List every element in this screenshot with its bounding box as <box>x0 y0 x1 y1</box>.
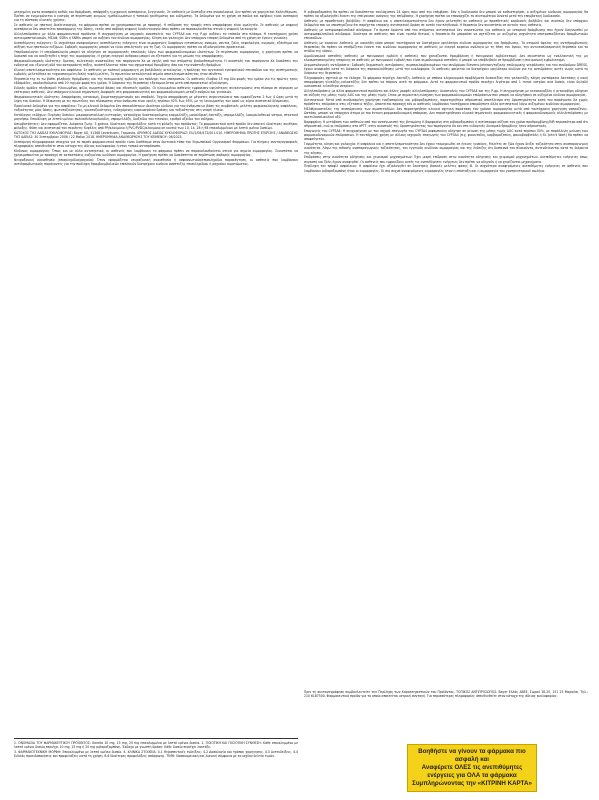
left-column-paragraph: Θεραπεία της εν τω βάθει φλεβικής θρόμβωσης και της πνευμονικής εμβολής και πρόληψη των υποτροπών. Οι ασθενείς έλαβαν 15 mg δύο φορές την ημέρα για τις πρώτες τρεις εβδομάδες, ακολουθούμενο από 20 mg μία φορά την ημέρα. Η διάρκεια της θεραπείας εξατομικεύεται μετά από προσεκτική αξιολόγηση. <box>14 76 298 86</box>
right-column-paragraph: Επαγωγείς του CYP3A4: Η συγχορήγηση με τον ισχυρό επαγωγέα του CYP3A4 ριφαμπικίνη οδήγησε σε μείωση της μέσης τιμής AUC κατά περίπου 50%, με παράλληλη μείωση των φαρμακοδυναμικών επιδράσεων. Η ταυτόχρονη χρήση με άλλους ισχυρούς επαγωγείς του CYP3A4 (π.χ. φαινυτοΐνη, καρβαμαζεπίνη, φαινοβαρβιτάλη ή St. John's Wort) θα πρέπει να αποφεύγεται. <box>304 129 588 142</box>
footer-paragraph: 1. ΟΝΟΜΑΣΙΑ ΤΟΥ ΦΑΡΜΑΚΕΥΤΙΚΟΥ ΠΡΟΪΟΝΤΟΣ: Xarelto 10 mg, 15 mg, 20 mg επικαλυμμένα με λεπτό υμένιο δισκία. 2. ΠΟΙΟΤΙΚΗ ΚΑΙ ΠΟΣΟΤΙΚΗ ΣΥΝΘΕΣΗ: Κάθε επικαλυμμένο με λεπτό υμένιο δισκίο περιέχει 10 mg, 15 mg ή 20 mg ριβαροξαμπάνη. Έκδοχο με γνωστή δράση: Κάθε δισκίο περιέχει λακτόζη. <box>14 741 298 750</box>
right-column-paragraph: Ασθενείς με αντιφωσφολιπιδικό σύνδρομο: Τα άμεσα δρώντα από του στόματος αντιπηκτικά δεν συνιστώνται για ασθενείς με ιστορικό θρόμβωσης που έχουν διαγνωσθεί με αντιφωσφολιπιδικό σύνδρομο. Ιδιαίτερα σε ασθενείς που είναι τριπλά θετικοί, η θεραπεία θα μπορούσε να σχετίζεται με αυξημένη συχνότητα υποτροπιαζόντων θρομβωτικών επεισοδίων. <box>304 27 588 41</box>
right-column-paragraph: Ασθενείς με καρκίνο: Ασθενείς με κακοήθη νόσο μπορεί ταυτόχρονα να διατρέχουν υψηλότερο κίνδυνο αιμορραγίας και θρόμβωσης. Το ατομικό όφελος της αντιθρομβωτικής θεραπείας θα πρέπει να σταθμίζεται έναντι του κινδύνου αιμορραγίας σε ασθενείς με ενεργό καρκίνο ανάλογα με τη θέση του όγκου, την αντινεοπλασματική θεραπεία και το στάδιο της νόσου. <box>304 41 588 54</box>
left-column-paragraph: Φαρμακοκινητικές ιδιότητες: Απορρόφηση, κατανομή, βιομετασχηματισμός και αποβολή. Ταχεία απορρόφηση με μέγιστες συγκεντρώσεις που εμφανίζονται 2 έως 4 ώρες μετά τη λήψη του δισκίου. Η δέσμευση με τις πρωτεΐνες του πλάσματος στον άνθρωπο είναι υψηλή, περίπου 92% έως 95%, με τη λευκωματίνη του ορού ως κύριο συστατικό δέσμευσης. <box>14 94 298 104</box>
left-column-paragraph: Φαρμακοδυναμικές ιδιότητες: Άμεσος, εκλεκτικός αναστολέας του παράγοντα Xa με υψηλή από του στόματος βιοδιαθεσιμότητα. Η αναστολή του παράγοντα Xa διακόπτει την ενδογενή και εξωγενή οδό του καταρράκτη πήξης, αναστέλλοντας τόσο τον σχηματισμό θρομβίνης όσο και την ανάπτυξη θρόμβων. <box>14 59 298 68</box>
right-column-paragraph: Δερματολογικές αντιδράσεις: Σοβαρές δερματικές αντιδράσεις, συμπεριλαμβανομένου του συνδρόμου Stevens-Johnson/τοξικής επιδερμικής νεκρόλυσης και του συνδρόμου DRESS, έχουν αναφερθεί κατά τη διάρκεια της παρακολούθησης μετά την κυκλοφορία. Οι ασθενείς φαίνεται να διατρέχουν υψηλότερο κίνδυνο για τις αντιδράσεις αυτές νωρίς κατά τη διάρκεια της θεραπείας. <box>304 63 588 76</box>
right-column-paragraph: Πληροφορίες σχετικά με τα έκδοχα: Το φάρμακο περιέχει λακτόζη. Ασθενείς με σπάνια κληρονομικά προβλήματα δυσανεξίας στη γαλακτόζη, πλήρη ανεπάρκεια λακτάσης ή κακή απορρόφηση γλυκόζης-γαλακτόζης δεν πρέπει να πάρουν αυτό το φάρμακο. Αυτό το φαρμακευτικό προϊόν περιέχει λιγότερο από 1 mmol νατρίου ανά δισκίο, είναι δηλαδή ουσιαστικά «ελεύθερο νατρίου». <box>304 76 588 89</box>
left-column-paragraph: Ασυμβατότητες: Δεν εφαρμόζεται. Διάρκεια ζωής: 3 χρόνια. Ιδιαίτερες προφυλάξεις κατά τη φύλαξη του προϊόντος: Το φαρμακευτικό αυτό προϊόν δεν απαιτεί ιδιαίτερες συνθήκες φύλαξης. Φύση και συστατικά του περιέκτη: Κυψέλες από PP/αλουμίνιο ή PVC/PVDC/αλουμίνιο σε κουτιά των 10, 14, 28 ή 98 επικαλυμμένων με λεπτό υμένιο δισκίων. <box>14 121 298 130</box>
right-column-paragraph: Αιμοδυναμικά ασταθείς ασθενείς με πνευμονική εμβολή ή ασθενείς που χρειάζονται θρομβόλυση ή πνευμονική εμβολεκτομή: Δεν συνιστάται ως εναλλακτική της μη κλασματοποιημένης ηπαρίνης σε ασθενείς με πνευμονική εμβολή που είναι αιμοδυναμικά ασταθείς ή μπορεί να υποβληθούν σε θρομβόλυση ή πνευμονική εμβολεκτομή. <box>304 54 588 63</box>
left-column-paragraph: Σε ασθενείς με ηπατική δυσλειτουργία, το φάρμακο πρέπει να χρησιμοποιείται με προσοχή. Η επίδραση της τροφής στην απορρόφηση είναι αμελητέα. Σε ασθενείς με νεφρική ανεπάρκεια δεν απαιτείται προσαρμογή της δόσης, εκτός από σοβαρή νεφρική δυσλειτουργία όπου πρέπει να παρακολουθείται στενά η νεφρική λειτουργία. <box>14 23 298 32</box>
left-column-paragraph: Ανεπιθύμητες ενέργειες: Οι συχνότερα αναφερόμενες ανεπιθύμητες ενέργειες είναι αιμορραγίες διαφόρων εντοπίσεων, αναιμία, ναυτία, ζάλη, κεφαλαλγία, κνησμός, εξάνθημα και αύξηση των ηπατικών ενζύμων. Σοβαρές αιμορραγίες μπορεί να είναι απειλητικές για τη ζωή. Οι αιμορραγίες πρέπει να αξιολογούνται προσεκτικά. <box>14 41 298 50</box>
footer-paragraph: 3. ΦΑΡΜΑΚΟΤΕΧΝΙΚΗ ΜΟΡΦΗ: Επικαλυμμένο με λεπτό υμένιο δισκίο. 4. ΚΛΙΝΙΚΑ ΣΤΟΙΧΕΙΑ: 4.1 Θεραπευτικές ενδείξεις. 4.2 Δοσολογία και τρόπος χορήγησης. 4.3 Αντενδείξεις. 4.4 Ειδικές προειδοποιήσεις και προφυλάξεις κατά τη χρήση. 6.6 Ιδιαίτερες προφυλάξεις απόρριψης. ΤΙΜΗ: Νοσοκομειακή και λιανική σύμφωνα με το ισχύον δελτίο τιμών. <box>14 749 298 759</box>
left-column-paragraph: Λεπτομερή πληροφοριακά στοιχεία για το παρόν φαρμακευτικό προϊόν είναι διαθέσιμα στον δικτυακό τόπο του Ευρωπαϊκού Οργανισμού Φαρμάκων. Για πλήρεις συνταγογραφικές πληροφορίες απευθυνθείτε στον κάτοχο της άδειας κυκλοφορίας ή στον τοπικό αντιπρόσωπο. <box>14 139 298 148</box>
right-column-paragraph: ΜΣΑΦ/αναστολείς της συσσώρευσης των αιμοπεταλίων: Δεν παρατηρήθηκε κλινικά σχετική παράταση του χρόνου αιμορραγίας μετά από ταυτόχρονη χορήγηση ναπροξένης. Ωστόσο, μπορεί να υπάρχουν άτομα με πιο έντονη φαρμακοδυναμική απόκριση. Δεν παρατηρήθηκαν κλινικά σημαντικές φαρμακοκινητικές ή φαρμακοδυναμικές αλληλεπιδράσεις με ακετυλοσαλικυλικό οξύ. <box>304 107 588 120</box>
left-column-paragraph: μετρημένη ρωτα ανασφαλή καθώς και θρόμβωση, απόφραξη ή μηχανική ανεπάρκεια, Συγγενικός. Σε ασθενείς με δυσταξία στα ανοσολογικά, δεν πρέπει να χορηγείται Χαλευθέρωση. Πρέπει να ενημερώνεται ο γιατρός σε περίπτωση κυημών, ημεθαλωμάτων ή τοπικού ερυθήματος και οιδήματος. Τα δεδομένα για τη χρήση σε παιδιά και εφήβους είναι ανεπαρκή για τη σύσταση κλινικής χρήσης. <box>14 10 298 23</box>
yellow-card-callout <box>407 744 537 792</box>
left-column-paragraph: Αλληλεπιδράσεις με άλλα φαρμακευτικά προϊόντα: Η συγχορήγηση με ισχυρούς αναστολείς του CYP3A4 και της P-gp αυξάνει τα επίπεδα στο πλάσμα. Η ταυτόχρονη χρήση αντιαιμοπεταλιακών, ΜΣΑΦ, SSRIs ή SNRIs μπορεί να αυξήσει τον κίνδυνο αιμορραγίας. Κύηση και γαλουχία: Δεν υπάρχουν επαρκή δεδομένα από τη χρήση σε έγκυες γυναίκες. <box>14 32 298 41</box>
right-column-paragraph: Αντιπηκτικά: Μετά από συνδυασμένη χορήγηση ενοξαπαρίνης και ριβαροξαμπάνης, παρατηρήθηκε αθροιστικό αποτέλεσμα στη δραστηριότητα κατά του παράγοντα Xa χωρίς πρόσθετες επιδράσεις στις εξετάσεις πήξης. Απαιτείται προσοχή εάν οι ασθενείς λαμβάνουν ταυτόχρονα οποιοδήποτε άλλο αντιπηκτικό λόγω αυξημένου κινδύνου αιμορραγίας. <box>304 98 588 107</box>
right-column-paragraph: Αλληλεπιδράσεις με άλλα φαρμακευτικά προϊόντα και άλλες μορφές αλληλεπίδρασης: Αναστολείς του CYP3A4 και της P-gp. Η συγχορήγηση με κετοκοναζόλη ή ριτοναβίρη οδήγησε σε αύξηση της μέσης τιμής AUC και της μέσης τιμής Cmax με σημαντική ενίσχυση των φαρμακοδυναμικών επιδράσεων που μπορεί να οδηγήσουν σε αυξημένο κίνδυνο αιμορραγίας. <box>304 89 588 98</box>
callout-line-1: Βοηθήστε να γίνουν τα φάρμακα πιο ασφαλή και <box>418 748 526 763</box>
product-information-footer <box>14 738 298 797</box>
right-column-paragraph: Περίληψη του προφίλ ασφάλειας: Η ασφάλεια έχει αξιολογηθεί σε δεκατρείς βασικές μελέτες φάσης III. Οι συχνότερα αναφερόμενες ανεπιθύμητες ενέργειες σε ασθενείς που λαμβάνουν ριβαροξαμπάνη ήταν οι αιμορραγίες. Οι πιο συχνά αναφερόμενες αιμορραγίες ήταν η επίσταξη και η αιμορραγία του γαστρεντερικού σωλήνα. <box>304 164 588 173</box>
right-column-paragraph: Γονιμότητα, κύηση και γαλουχία: Η ασφάλεια και η αποτελεσματικότητα δεν έχουν τεκμηριωθεί σε έγκυες γυναίκες. Μελέτες σε ζώα έχουν δείξει τοξικότητα στην αναπαραγωγική ικανότητα. Λόγω της πιθανής αναπαραγωγικής τοξικότητας, του εγγενούς κινδύνου αιμορραγίας και της ένδειξης ότι διαπερνά τον πλακούντα, αντενδείκνυται κατά τη διάρκεια της κύησης. <box>304 142 588 155</box>
left-column-paragraph: Κλινική αποτελεσματικότητα και ασφάλεια: Σε ασθενείς με κολπική μαρμαρυγή μη βαλβιδικής αιτιολογίας, η πρόληψη του αγγειακού εγκεφαλικού επεισοδίου και της συστηματικής εμβολής μελετήθηκε σε τυχαιοποιημένη διπλή τυφλή μελέτη. Το πρωτεύον καταληκτικό σημείο αποτελεσματικότητας ήταν σύνθετο. <box>14 68 298 77</box>
right-column-paragraph: Βαρφαρίνη: Η μετάβαση των ασθενών από τον ανταγωνιστή της βιταμίνης Κ βαρφαρίνη στη ριβαροξαμπάνη ή αντίστροφα αύξησε τον χρόνο προθρομβίνης/INR περισσότερο από ότι αθροιστικά, ενώ οι επιδράσεις στο aPTT, στην αναστολή της δραστηριότητας του παράγοντα Xa και στο ενδογενές δυναμικό θρομβίνης ήταν αθροιστικές. <box>304 120 588 129</box>
left-column-paragraph: Υπερδοσολογία: Η υπερδοσολογία μπορεί να οδηγήσει σε αιμορραγικές επιπλοκές λόγω των φαρμακοδυναμικών ιδιοτήτων. Σε περίπτωση αιμορραγίας, η χορήγηση πρέπει να διακοπεί και να αναζητηθεί η πηγή της αιμορραγίας. Η χρήση ενεργού άνθρακα μπορεί να εξεταστεί για τη μείωση της απορρόφησης. <box>14 50 298 59</box>
left-column-paragraph: Νευραξονική αναισθησία (επισκληρίδια/ραχιαία): Όταν εφαρμόζεται νευραξονική αναισθησία ή οσφυονωτιαία/επισκληρίδια παρακέντηση, οι ασθενείς που λαμβάνουν αντιθρομβωτικούς παράγοντες για την πρόληψη θρομβοεμβολικών επιπλοκών διατρέχουν κίνδυνο ανάπτυξης επισκληρίδιου ή ραχιαίου αιματώματος. <box>14 157 298 166</box>
left-column-paragraph: Κίνδυνος αιμορραγίας: Όπως και με άλλα αντιπηκτικά, οι ασθενείς που λαμβάνουν το φάρμακο πρέπει να παρακολουθούνται στενά για σημεία αιμορραγίας. Συνιστάται να χρησιμοποιείται με προσοχή σε καταστάσεις αυξημένου κινδύνου αιμορραγίας. Η χορήγηση πρέπει να διακόπτεται σε περίπτωση σοβαρής αιμορραγίας. <box>14 148 298 157</box>
callout-line-2: Αναφέρετε ΟΛΕΣ τις ανεπιθύμητες ενέργειες για ΟΛΑ τα φάρμακα <box>421 764 523 779</box>
right-footer-text: Πριν τη συνταγογράφηση συμβουλευτείτε την Περίληψη των Χαρακτηριστικών του Προϊόντος. ΤΟΠΙΚΟΣ ΑΝΤΙΠΡΟΣΩΠΟΣ: Bayer Ελλάς ΑΒΕΕ, Σωρού 18-20, 151 25 Μαρούσι, Τηλ.: 210 6187500. Φαρμακευτικό προϊόν για το οποίο απαιτείται ιατρική συνταγή. Για περισσότερες πληροφορίες απευθυνθείτε στον κάτοχο της άδειας κυκλοφορίας. <box>304 690 588 699</box>
callout-line-3: Συμπληρώνοντας την «ΚΙΤΡΙΝΗ ΚΑΡΤΑ» <box>412 780 532 787</box>
right-text-column <box>304 10 588 690</box>
right-column-paragraph: Ασθενείς με προσθετικές βαλβίδες: Η ασφάλεια και η αποτελεσματικότητα δεν έχουν μελετηθεί σε ασθενείς με προσθετικές καρδιακές βαλβίδες και συνεπώς δεν υπάρχουν δεδομένα που να υποστηρίζουν ότι παρέχεται επαρκής αντιπηκτική δράση σε αυτόν τον πληθυσμό. Η θεραπεία δεν συνιστάται σε αυτούς τους ασθενείς. <box>304 18 588 28</box>
left-text-column <box>14 10 298 736</box>
left-column-paragraph: Ειδικές ομάδες πληθυσμού: Ηλικιωμένοι, φύλο, σωματικό βάρος και εθνοτικές ομάδες. Οι ηλικιωμένοι ασθενείς εμφάνισαν υψηλότερες συγκεντρώσεις στο πλάσμα σε σύγκριση με νεότερους ασθενείς. Δεν υπάρχουν κλινικά σημαντικές διαφορές στη φαρμακοκινητική και φαρμακοδυναμική μεταξύ ανδρών και γυναικών. <box>14 85 298 95</box>
right-column-paragraph: Η ριβαροξαμπάνη θα πρέπει να διακόπτεται τουλάχιστον 24 ώρες πριν από την επέμβαση. Εάν η διαδικασία δεν μπορεί να καθυστερήσει, ο αυξημένος κίνδυνος αιμορραγίας θα πρέπει να αξιολογηθεί έναντι της επείγουσας ανάγκης της επέμβασης. Η χορήγηση πρέπει να επαναρχίζει το συντομότερο δυνατό μετά την επεμβατική διαδικασία. <box>304 10 588 19</box>
left-column-paragraph: ΚΑΤΟΧΟΣ ΤΗΣ ΑΔΕΙΑΣ ΚΥΚΛΟΦΟΡΙΑΣ: Bayer AG, 51368 Leverkusen, Γερμανία. ΑΡΙΘΜΟΣ ΑΔΕΙΑΣ ΚΥΚΛΟΦΟΡΙΑΣ: EU/1/08/472/001-010. ΗΜΕΡΟΜΗΝΙΑ ΠΡΩΤΗΣ ΕΓΚΡΙΣΗΣ / ΑΝΑΝΕΩΣΗΣ ΤΗΣ ΑΔΕΙΑΣ: 30 Σεπτεμβρίου 2008 / 22 Μαΐου 2018. ΗΜΕΡΟΜΗΝΙΑ ΑΝΑΘΕΩΡΗΣΗΣ ΤΟΥ ΚΕΙΜΕΝΟΥ: 06/2023. <box>14 130 298 139</box>
left-column-paragraph: Κατάλογος εκδόχων: Πυρήνας δισκίου: μικροκρυσταλλική κυτταρίνη, νατριούχος διασταυρούμενη καρμελλόζη, μονοϋδρική λακτόζη, υπρομελλόζη, λαουρυλοθειικό νάτριο, στεατικό μαγνήσιο. Επικάλυψη με λεπτό υμένιο: πολυαιθυλενογλυκόλη, υπρομελλόζη, διοξείδιο του τιτανίου, ερυθρό οξείδιο του σιδήρου. <box>14 112 298 122</box>
right-column-paragraph: Επιδράσεις στην ικανότητα οδήγησης και χειρισμού μηχανημάτων: Έχει μικρή επίδραση στην ικανότητα οδήγησης και χειρισμού μηχανημάτων. Ανεπιθύμητες ενέργειες όπως συγκοπή και ζάλη έχουν αναφερθεί. Οι ασθενείς που εμφανίζουν αυτές τις ανεπιθύμητες ενέργειες δεν πρέπει να οδηγούν ή να χειρίζονται μηχανήματα. <box>304 155 588 164</box>
left-column-paragraph: Προκλινικά δεδομένα για την ασφάλεια: Τα μη κλινικά δεδομένα δεν αποκαλύπτουν ιδιαίτερο κίνδυνο για τον άνθρωπο με βάση τις συμβατικές μελέτες φαρμακολογικής ασφάλειας, τοξικότητας μίας δόσης, φωτοτοξικότητας, γονοτοξικότητας, ενδεχόμενης καρκινογόνου δράσης και τοξικότητας στη νεαρή ηλικία. <box>14 103 298 113</box>
